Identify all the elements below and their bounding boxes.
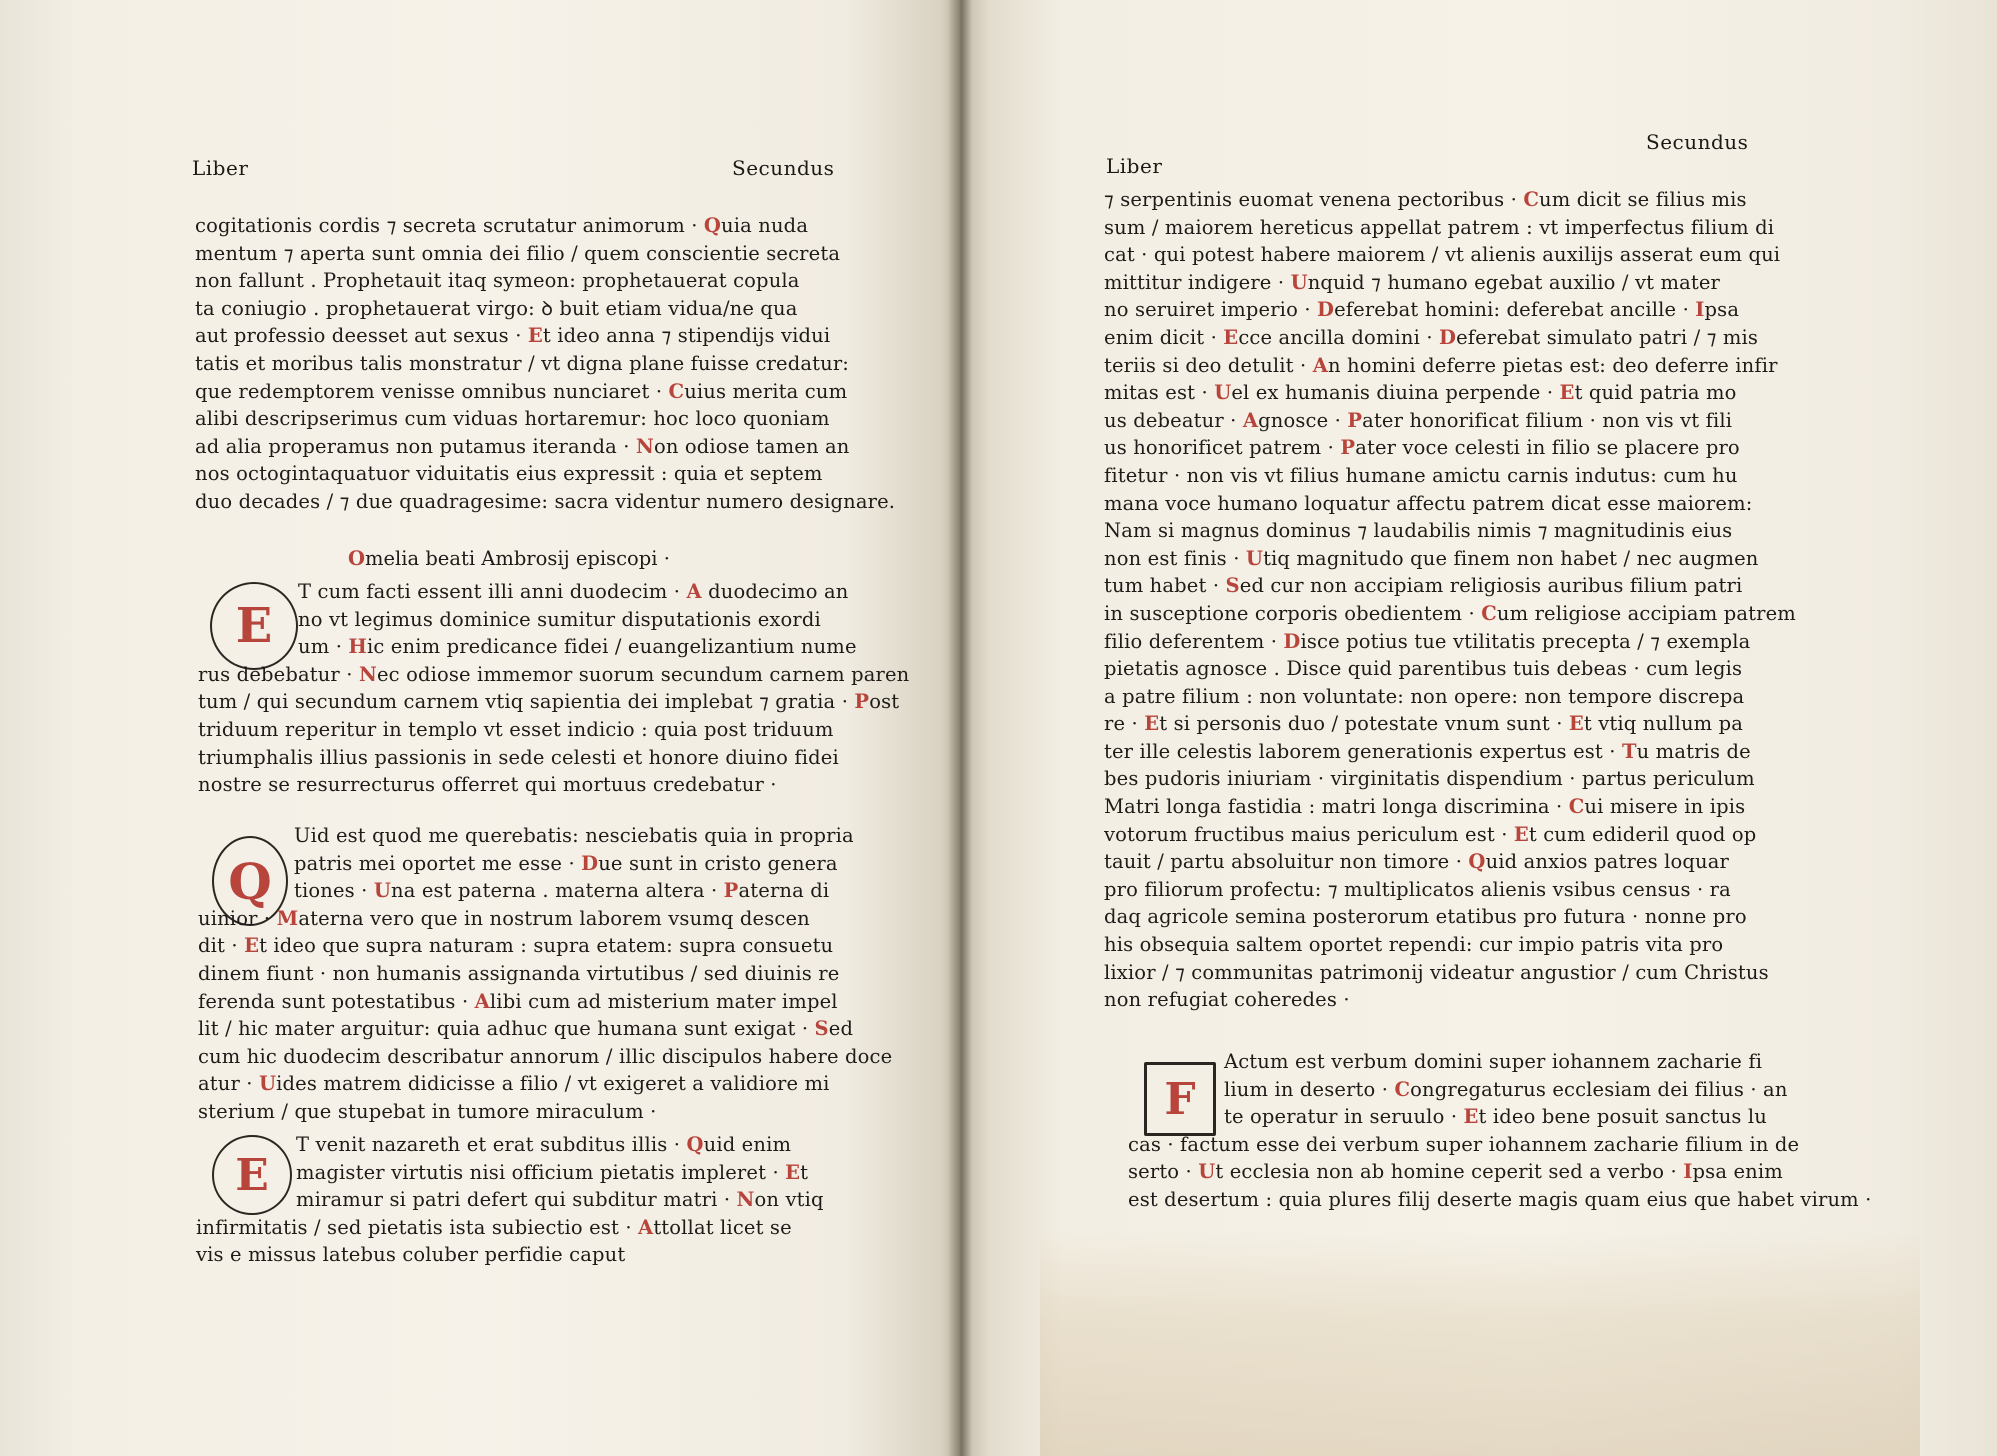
heading-text: melia beati Ambrosij episcopi ·: [365, 547, 670, 570]
text-line: patris mei oportet me esse · Due sunt in cristo genera: [294, 851, 838, 875]
text-line: Uid est quod me querebatis: nesciebatis quia in propria: [294, 824, 854, 847]
text-line: T cum facti essent illi anni duodecim · A duodecimo an: [298, 580, 849, 603]
decorated-initial-f: F: [1144, 1062, 1216, 1136]
text-line: teriis si deo detulit · An homini deferre pietas est: deo deferre infir: [1104, 353, 1778, 377]
text-line: lit / hic mater arguitur: quia adhuc que humana sunt exigat · Sed: [198, 1017, 854, 1041]
text-line: us debeatur · Agnosce · Pater honorificat filium · non vis vt fili: [1104, 408, 1733, 432]
text-line: votorum fructibus maius periculum est · Et cum edideril quod op: [1104, 822, 1757, 846]
text-line: nostre se resurrecturus offerret qui mortuus credebatur ·: [198, 773, 777, 797]
text-line: his obsequia saltem oportet rependi: cur impio patris vita pro: [1104, 933, 1724, 957]
text-line: re · Et si personis duo / potestate vnum sunt · Et vtiq nullum pa: [1104, 712, 1744, 736]
text-line: ferenda sunt potestatibus · Alibi cum ad misterium mater impel: [198, 989, 838, 1013]
left-homily-heading: [348, 547, 670, 570]
text-line: tum habet · Sed cur non accipiam religiosis auribus filium patri: [1104, 574, 1743, 598]
text-line: non est finis · Utiq magnitudo que finem non habet / nec augmen: [1104, 546, 1759, 570]
text-line: tum / qui secundum carnem vtiq sapientia dei implebat ⁊ gratia · Post: [198, 690, 900, 714]
text-line: a patre filium : non voluntate: non opere: non tempore discrepa: [1104, 684, 1745, 708]
text-line: ad alia properamus non putamus iteranda · Non odiose tamen an: [195, 434, 850, 458]
text-line: tatis et moribus talis monstratur / vt digna plane fuisse credatur:: [195, 351, 850, 375]
text-line: Matri longa fastidia : matri longa discrimina · Cui misere in ipis: [1104, 795, 1746, 819]
decorated-initial-q: Q: [212, 836, 288, 926]
text-line: infirmitatis / sed pietatis ista subiectio est · Attollat licet se: [196, 1215, 792, 1239]
text-line: lium in deserto · Congregaturus ecclesiam dei filius · an: [1224, 1077, 1788, 1101]
text-line: tiones · Una est paterna . materna altera · Paterna di: [294, 879, 830, 903]
left-running-head-liber: Liber: [192, 156, 249, 180]
text-line: nos octogintaquatuor viduitatis eius expressit : quia et septem: [195, 462, 823, 486]
text-line: sum / maiorem hereticus appellat patrem : vt imperfectus filium di: [1104, 215, 1775, 239]
text-line: Actum est verbum domini super iohannem zacharie fi: [1224, 1050, 1763, 1073]
text-line: cas · factum esse dei verbum super iohannem zacharie filium in de: [1128, 1132, 1800, 1156]
text-line: duo decades / ⁊ due quadragesime: sacra videntur numero designare.: [195, 489, 896, 513]
text-line: mittitur indigere · Unquid ⁊ humano egebat auxilio / vt mater: [1104, 270, 1721, 294]
text-line: tauit / partu absoluitur non timore · Quid anxios patres loquar: [1104, 850, 1729, 874]
decorated-initial-e-2: E: [212, 1135, 292, 1215]
text-line: te operatur in seruulo · Et ideo bene posuit sanctus lu: [1224, 1105, 1768, 1129]
text-line: dinem fiunt · non humanis assignanda virtutibus / sed diuinis re: [198, 961, 840, 985]
text-line: magister virtutis nisi officium pietatis impleret · Et: [296, 1160, 809, 1184]
text-line: fitetur · non vis vt filius humane amictu carnis indutus: cum hu: [1104, 463, 1738, 487]
text-line: miramur si patri defert qui subditur matri · Non vtiq: [296, 1188, 824, 1212]
text-line: vis e missus latebus coluber perfidie caput: [196, 1243, 626, 1267]
decorated-initial-e-1: E: [210, 582, 298, 670]
text-line: in susceptione corporis obedientem · Cum religiose accipiam patrem: [1104, 601, 1796, 625]
left-running-head-secundus: Secundus: [732, 156, 835, 180]
right-running-head-secundus: Secundus: [1646, 130, 1749, 154]
text-line: que redemptorem venisse omnibus nunciaret · Cuius merita cum: [195, 379, 848, 403]
text-line: ta coniugio . prophetauerat virgo: ꝺ buit etiam vidua/ne qua: [195, 296, 798, 320]
left-text-block-1: [195, 212, 896, 516]
right-text-block-2: [1128, 1048, 1872, 1214]
text-line: Nam si magnus dominus ⁊ laudabilis nimis ⁊ magnitudinis eius: [1104, 519, 1733, 543]
text-line: um · Hic enim predicance fidei / euangelizantium nume: [298, 635, 857, 659]
text-line: rus debebatur · Nec odiose immemor suorum secundum carnem paren: [198, 662, 910, 686]
text-line: triumphalis illius passionis in sede celesti et honore diuino fidei: [198, 745, 839, 769]
text-line: est desertum : quia plures filij deserte magis quam eius que habet virum ·: [1128, 1187, 1872, 1211]
text-line: uinior · Materna vero que in nostrum laborem vsumq descen: [198, 906, 810, 930]
left-page: [0, 0, 960, 1456]
text-line: enim dicit · Ecce ancilla domini · Deferebat simulato patri / ⁊ mis: [1104, 325, 1759, 349]
text-line: cat · qui potest habere maiorem / vt alienis auxilijs asserat eum qui: [1104, 243, 1781, 267]
text-line: mitas est · Uel ex humanis diuina perpende · Et quid patria mo: [1104, 381, 1737, 405]
left-text-block-4: [196, 1131, 866, 1269]
left-text-block-3: [198, 822, 893, 1126]
text-line: ⁊ serpentinis euomat venena pectoribus · Cum dicit se filius mis: [1104, 188, 1747, 211]
text-line: filio deferentem · Disce potius tue vtilitatis precepta / ⁊ exempla: [1104, 629, 1751, 653]
text-line: lixior / ⁊ communitas patrimonij videatur angustior / cum Christus: [1104, 960, 1769, 984]
heading-rubric-initial: O: [348, 547, 365, 570]
text-line: no vt legimus dominice sumitur disputationis exordi: [298, 607, 821, 631]
text-line: cogitationis cordis ⁊ secreta scrutatur animorum · Quia nuda: [195, 214, 809, 237]
text-line: ter ille celestis laborem generationis expertus est · Tu matris de: [1104, 739, 1751, 763]
text-line: atur · Uides matrem didicisse a filio / vt exigeret a validiore mi: [198, 1072, 830, 1096]
text-line: mentum ⁊ aperta sunt omnia dei filio / quem conscientie secreta: [195, 241, 841, 265]
left-text-block-2: [198, 578, 910, 799]
text-line: triduum reperitur in templo vt esset indicio : quia post triduum: [198, 717, 834, 741]
text-line: no seruiret imperio · Deferebat homini: deferebat ancille · Ipsa: [1104, 298, 1740, 322]
text-line: serto · Ut ecclesia non ab homine ceperit sed a verbo · Ipsa enim: [1128, 1160, 1783, 1184]
text-line: T venit nazareth et erat subditus illis · Quid enim: [296, 1133, 792, 1156]
text-line: us honorificet patrem · Pater voce celesti in filio se placere pro: [1104, 436, 1740, 460]
text-line: bes pudoris iniuriam · virginitatis dispendium · partus periculum: [1104, 767, 1755, 791]
text-line: dit · Et ideo que supra naturam : supra etatem: supra consuetu: [198, 934, 834, 958]
text-line: sterium / que stupebat in tumore miraculum ·: [198, 1099, 657, 1123]
text-line: pro filiorum profectu: ⁊ multiplicatos alienis vsibus census · ra: [1104, 877, 1731, 901]
paper-stain: [1040, 1230, 1920, 1456]
text-line: alibi descripserimus cum viduas hortaremur: hoc loco quoniam: [195, 407, 830, 431]
text-line: pietatis agnosce . Disce quid parentibus tuis debeas · cum legis: [1104, 657, 1743, 681]
text-line: cum hic duodecim describatur annorum / illic discipulos habere doce: [198, 1044, 893, 1068]
text-line: non refugiat coheredes ·: [1104, 988, 1350, 1012]
text-line: daq agricole semina posterorum etatibus pro futura · nonne pro: [1104, 905, 1747, 929]
text-line: mana voce humano loquatur affectu patrem dicat esse maiorem:: [1104, 491, 1753, 515]
book-gutter: [948, 0, 972, 1456]
text-line: aut professio deesset aut sexus · Et ideo anna ⁊ stipendijs vidui: [195, 324, 831, 348]
right-text-block-1: [1104, 186, 1794, 1014]
text-line: non fallunt . Prophetauit itaq symeon: prophetauerat copula: [195, 269, 800, 293]
right-running-head-liber: Liber: [1106, 154, 1163, 178]
